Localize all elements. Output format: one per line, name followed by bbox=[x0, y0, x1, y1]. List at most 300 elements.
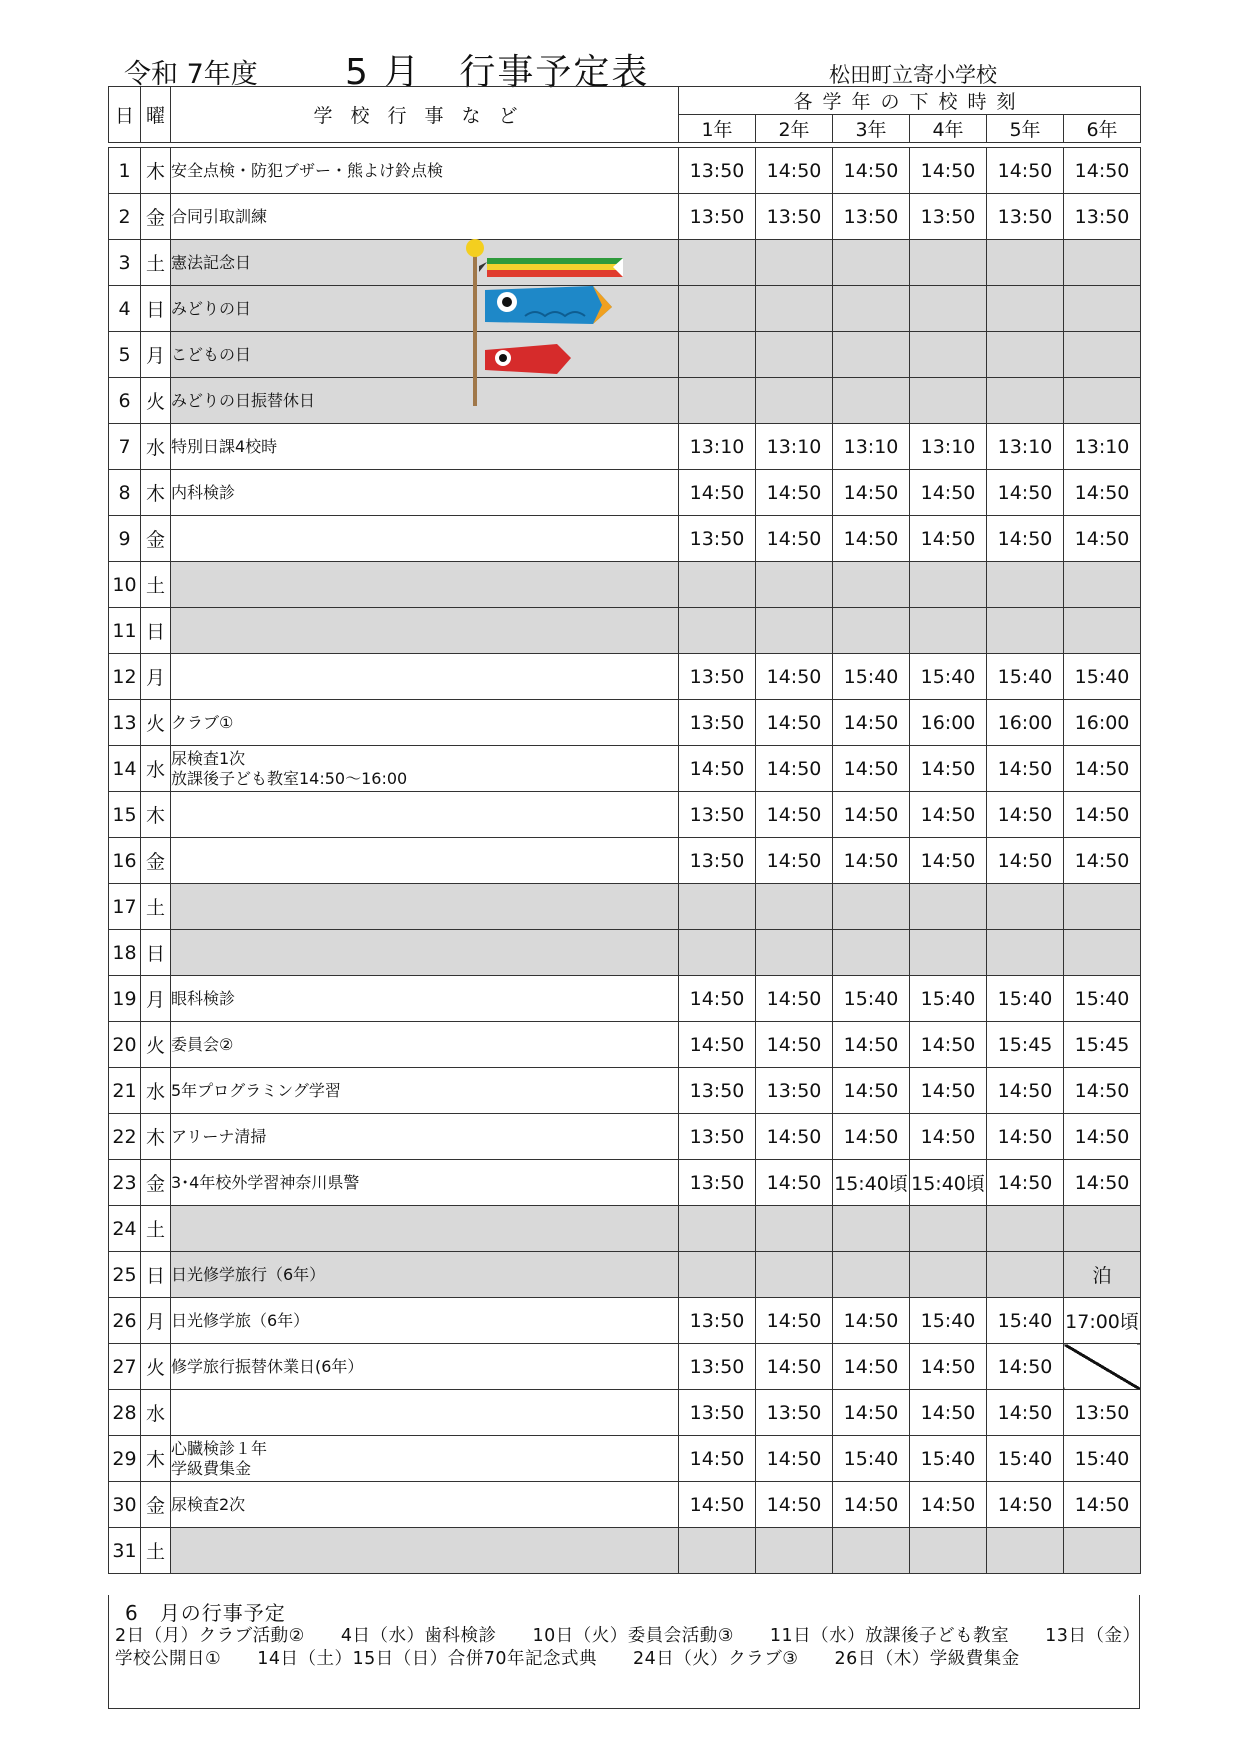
weekday: 水 bbox=[141, 1068, 171, 1114]
dismissal-time-grade-6: 16:00 bbox=[1064, 700, 1141, 746]
dismissal-time-grade-6 bbox=[1064, 562, 1141, 608]
weekday: 月 bbox=[141, 1298, 171, 1344]
day-number: 29 bbox=[109, 1436, 141, 1482]
dismissal-time-grade-2: 14:50 bbox=[756, 700, 833, 746]
weekday: 土 bbox=[141, 1528, 171, 1574]
day-number: 25 bbox=[109, 1252, 141, 1298]
dismissal-time-grade-4 bbox=[910, 1528, 987, 1574]
weekday: 木 bbox=[141, 148, 171, 194]
dismissal-time-grade-2: 14:50 bbox=[756, 1022, 833, 1068]
event-cell bbox=[171, 194, 679, 240]
dismissal-time-grade-4: 16:00 bbox=[910, 700, 987, 746]
event-cell bbox=[171, 838, 679, 884]
event-cell bbox=[171, 1252, 679, 1298]
weekday: 木 bbox=[141, 1436, 171, 1482]
event-text: みどりの日 bbox=[171, 298, 252, 318]
dismissal-time-grade-5: 15:40 bbox=[987, 654, 1064, 700]
dismissal-time-grade-6: 17:00頃 bbox=[1064, 1298, 1141, 1344]
dismissal-time-grade-3: 14:50 bbox=[833, 1390, 910, 1436]
dismissal-time-grade-2 bbox=[756, 1252, 833, 1298]
dismissal-time-grade-2 bbox=[756, 332, 833, 378]
dismissal-time-grade-5: 15:40 bbox=[987, 1436, 1064, 1482]
day-number: 8 bbox=[109, 470, 141, 516]
dismissal-time-grade-6: 14:50 bbox=[1064, 838, 1141, 884]
event-text: 合同引取訓練 bbox=[171, 206, 268, 226]
dismissal-time-grade-4 bbox=[910, 930, 987, 976]
dismissal-time-grade-1: 13:50 bbox=[679, 1160, 756, 1206]
dismissal-time-grade-1: 13:50 bbox=[679, 700, 756, 746]
weekday: 土 bbox=[141, 240, 171, 286]
dismissal-time-grade-2 bbox=[756, 240, 833, 286]
day-number: 30 bbox=[109, 1482, 141, 1528]
dismissal-time-grade-4: 13:10 bbox=[910, 424, 987, 470]
dismissal-time-grade-2 bbox=[756, 608, 833, 654]
dismissal-time-grade-1: 13:50 bbox=[679, 148, 756, 194]
grade-header-5: 5年 bbox=[987, 115, 1064, 143]
event-cell bbox=[171, 1160, 679, 1206]
schedule-row bbox=[109, 884, 1141, 930]
event-cell bbox=[171, 1022, 679, 1068]
grade-header-3: 3年 bbox=[833, 115, 910, 143]
dismissal-time-grade-2: 14:50 bbox=[756, 148, 833, 194]
schedule-row bbox=[109, 148, 1141, 194]
dismissal-time-grade-5 bbox=[987, 1528, 1064, 1574]
day-number: 28 bbox=[109, 1390, 141, 1436]
dismissal-time-grade-5 bbox=[987, 608, 1064, 654]
dismissal-time-grade-4 bbox=[910, 240, 987, 286]
dismissal-time-grade-2 bbox=[756, 562, 833, 608]
dismissal-time-grade-6 bbox=[1064, 884, 1141, 930]
event-cell bbox=[171, 1206, 679, 1252]
weekday: 土 bbox=[141, 884, 171, 930]
dismissal-time-grade-5: 13:10 bbox=[987, 424, 1064, 470]
day-number: 15 bbox=[109, 792, 141, 838]
dismissal-time-grade-2 bbox=[756, 1206, 833, 1252]
next-month-title: 6 月の行事予定 bbox=[125, 1601, 286, 1625]
dismissal-time-grade-2 bbox=[756, 884, 833, 930]
dismissal-time-grade-2: 14:50 bbox=[756, 516, 833, 562]
dismissal-time-grade-6: 14:50 bbox=[1064, 1160, 1141, 1206]
event-cell bbox=[171, 700, 679, 746]
dismissal-time-grade-2: 14:50 bbox=[756, 1114, 833, 1160]
dismissal-time-grade-2: 13:10 bbox=[756, 424, 833, 470]
dismissal-time-grade-3 bbox=[833, 332, 910, 378]
dismissal-time-grade-3: 15:40頃 bbox=[833, 1160, 910, 1206]
dismissal-time-grade-3: 13:10 bbox=[833, 424, 910, 470]
dismissal-time-grade-5: 14:50 bbox=[987, 1390, 1064, 1436]
event-text: 特別日課4校時 bbox=[171, 436, 278, 456]
schedule-row bbox=[109, 1160, 1141, 1206]
dismissal-time-grade-5: 14:50 bbox=[987, 792, 1064, 838]
event-cell bbox=[171, 516, 679, 562]
weekday: 月 bbox=[141, 654, 171, 700]
dismissal-time-grade-2: 14:50 bbox=[756, 1344, 833, 1390]
dismissal-time-grade-1: 14:50 bbox=[679, 976, 756, 1022]
event-cell bbox=[171, 1528, 679, 1574]
schedule-row bbox=[109, 1298, 1141, 1344]
dismissal-time-grade-4: 14:50 bbox=[910, 1344, 987, 1390]
dismissal-time-grade-3: 15:40 bbox=[833, 654, 910, 700]
day-number: 3 bbox=[109, 240, 141, 286]
dismissal-time-grade-2: 13:50 bbox=[756, 1390, 833, 1436]
schedule-row bbox=[109, 654, 1141, 700]
day-number: 14 bbox=[109, 746, 141, 792]
dismissal-time-grade-3 bbox=[833, 1252, 910, 1298]
dismissal-time-grade-4 bbox=[910, 286, 987, 332]
dismissal-time-grade-4 bbox=[910, 884, 987, 930]
dismissal-time-grade-5: 16:00 bbox=[987, 700, 1064, 746]
weekday: 金 bbox=[141, 516, 171, 562]
dismissal-time-grade-1 bbox=[679, 884, 756, 930]
dismissal-time-grade-1: 13:50 bbox=[679, 1298, 756, 1344]
dismissal-time-grade-4 bbox=[910, 608, 987, 654]
dismissal-time-grade-4: 15:40 bbox=[910, 654, 987, 700]
schedule-row bbox=[109, 1390, 1141, 1436]
weekday: 火 bbox=[141, 700, 171, 746]
dismissal-time-grade-5 bbox=[987, 286, 1064, 332]
event-cell bbox=[171, 1114, 679, 1160]
event-text: 尿検査2次 bbox=[171, 1494, 246, 1514]
dismissal-time-grade-5: 14:50 bbox=[987, 1114, 1064, 1160]
dismissal-time-grade-5: 13:50 bbox=[987, 194, 1064, 240]
dismissal-time-grade-5: 14:50 bbox=[987, 838, 1064, 884]
dismissal-time-grade-3: 15:40 bbox=[833, 976, 910, 1022]
dismissal-time-grade-6 bbox=[1064, 1344, 1141, 1390]
dismissal-time-grade-3: 14:50 bbox=[833, 1022, 910, 1068]
schedule-row bbox=[109, 1436, 1141, 1482]
dismissal-time-grade-2: 13:50 bbox=[756, 1068, 833, 1114]
grade-header-6: 6年 bbox=[1064, 115, 1141, 143]
dismissal-time-grade-5: 15:40 bbox=[987, 1298, 1064, 1344]
dismissal-time-grade-6: 泊 bbox=[1064, 1252, 1141, 1298]
day-header: 日 bbox=[109, 87, 141, 143]
day-number: 26 bbox=[109, 1298, 141, 1344]
dismissal-time-grade-3: 13:50 bbox=[833, 194, 910, 240]
dismissal-time-grade-6: 14:50 bbox=[1064, 1482, 1141, 1528]
grade-header-1: 1年 bbox=[679, 115, 756, 143]
dismissal-time-grade-6: 14:50 bbox=[1064, 148, 1141, 194]
schedule-row bbox=[109, 1114, 1141, 1160]
day-number: 12 bbox=[109, 654, 141, 700]
dismissal-time-grade-2: 14:50 bbox=[756, 1482, 833, 1528]
weekday: 水 bbox=[141, 1390, 171, 1436]
weekday: 水 bbox=[141, 746, 171, 792]
schedule-row bbox=[109, 516, 1141, 562]
dismissal-time-grade-4: 14:50 bbox=[910, 1390, 987, 1436]
next-month-events: 2日（月）クラブ活動② 4日（水）歯科検診 10日（火）委員会活動③ 11日（水）放課後子ども教室 13日（金）学校公開日① 14日（土）15日（日）合併70年記念式典 24日（火）クラブ③ 26日（木）学級費集金 bbox=[115, 1626, 1132, 1669]
event-cell bbox=[171, 1436, 679, 1482]
weekday: 金 bbox=[141, 838, 171, 884]
dismissal-time-grade-1 bbox=[679, 930, 756, 976]
dismissal-time-grade-6: 13:50 bbox=[1064, 1390, 1141, 1436]
dismissal-time-grade-1: 13:50 bbox=[679, 516, 756, 562]
dismissal-time-grade-1: 14:50 bbox=[679, 1436, 756, 1482]
dismissal-time-grade-6: 15:40 bbox=[1064, 1436, 1141, 1482]
dismissal-time-grade-3 bbox=[833, 240, 910, 286]
weekday: 金 bbox=[141, 194, 171, 240]
event-cell bbox=[171, 930, 679, 976]
event-cell bbox=[171, 1068, 679, 1114]
event-cell bbox=[171, 976, 679, 1022]
dismissal-time-grade-1 bbox=[679, 608, 756, 654]
dismissal-time-grade-5: 14:50 bbox=[987, 148, 1064, 194]
weekday: 木 bbox=[141, 470, 171, 516]
dismissal-times-header: 各学年の下校時刻 bbox=[679, 87, 1141, 115]
dismissal-time-grade-3: 14:50 bbox=[833, 1482, 910, 1528]
dismissal-time-grade-1: 14:50 bbox=[679, 470, 756, 516]
event-text: 眼科検診 bbox=[171, 988, 236, 1008]
dismissal-time-grade-6 bbox=[1064, 332, 1141, 378]
dismissal-time-grade-5 bbox=[987, 378, 1064, 424]
dismissal-time-grade-4: 14:50 bbox=[910, 838, 987, 884]
dismissal-time-grade-6: 14:50 bbox=[1064, 516, 1141, 562]
dismissal-time-grade-3: 14:50 bbox=[833, 746, 910, 792]
dismissal-time-grade-1 bbox=[679, 1528, 756, 1574]
event-text: 日光修学旅行（6年） bbox=[171, 1264, 326, 1284]
day-number: 16 bbox=[109, 838, 141, 884]
dismissal-time-grade-5: 14:50 bbox=[987, 1344, 1064, 1390]
dismissal-time-grade-3: 15:40 bbox=[833, 1436, 910, 1482]
day-number: 19 bbox=[109, 976, 141, 1022]
day-number: 5 bbox=[109, 332, 141, 378]
dismissal-time-grade-6: 15:40 bbox=[1064, 976, 1141, 1022]
dismissal-time-grade-6 bbox=[1064, 378, 1141, 424]
dismissal-time-grade-3: 14:50 bbox=[833, 1298, 910, 1344]
weekday-header: 曜 bbox=[141, 87, 171, 143]
dismissal-time-grade-2: 14:50 bbox=[756, 1436, 833, 1482]
schedule-row bbox=[109, 194, 1141, 240]
dismissal-time-grade-4: 14:50 bbox=[910, 516, 987, 562]
day-number: 6 bbox=[109, 378, 141, 424]
day-number: 1 bbox=[109, 148, 141, 194]
schedule-row bbox=[109, 1206, 1141, 1252]
weekday: 月 bbox=[141, 976, 171, 1022]
dismissal-time-grade-1: 13:50 bbox=[679, 838, 756, 884]
dismissal-time-grade-1 bbox=[679, 378, 756, 424]
dismissal-time-grade-2: 14:50 bbox=[756, 654, 833, 700]
dismissal-time-grade-6 bbox=[1064, 240, 1141, 286]
schedule-row bbox=[109, 700, 1141, 746]
schedule-row bbox=[109, 1022, 1141, 1068]
dismissal-time-grade-1: 14:50 bbox=[679, 1022, 756, 1068]
dismissal-time-grade-4: 14:50 bbox=[910, 1022, 987, 1068]
event-cell bbox=[171, 562, 679, 608]
dismissal-time-grade-1 bbox=[679, 286, 756, 332]
weekday: 日 bbox=[141, 930, 171, 976]
events-header: 学校行事など bbox=[171, 87, 679, 143]
dismissal-time-grade-3 bbox=[833, 930, 910, 976]
dismissal-time-grade-4: 15:40 bbox=[910, 1298, 987, 1344]
day-number: 9 bbox=[109, 516, 141, 562]
event-text: アリーナ清掃 bbox=[171, 1126, 267, 1146]
day-number: 31 bbox=[109, 1528, 141, 1574]
next-month-panel bbox=[108, 1595, 1140, 1709]
dismissal-time-grade-3: 14:50 bbox=[833, 516, 910, 562]
dismissal-time-grade-3 bbox=[833, 1528, 910, 1574]
dismissal-time-grade-4 bbox=[910, 378, 987, 424]
dismissal-time-grade-4: 14:50 bbox=[910, 746, 987, 792]
dismissal-time-grade-6: 14:50 bbox=[1064, 470, 1141, 516]
day-number: 22 bbox=[109, 1114, 141, 1160]
dismissal-time-grade-2: 14:50 bbox=[756, 792, 833, 838]
schedule-row bbox=[109, 1344, 1141, 1390]
weekday: 水 bbox=[141, 424, 171, 470]
dismissal-time-grade-2: 14:50 bbox=[756, 1160, 833, 1206]
dismissal-time-grade-2: 13:50 bbox=[756, 194, 833, 240]
dismissal-time-grade-4 bbox=[910, 1206, 987, 1252]
dismissal-time-grade-5: 14:50 bbox=[987, 1160, 1064, 1206]
weekday: 金 bbox=[141, 1482, 171, 1528]
event-text: こどもの日 bbox=[171, 344, 252, 364]
dismissal-time-grade-1: 14:50 bbox=[679, 746, 756, 792]
dismissal-time-grade-4: 14:50 bbox=[910, 470, 987, 516]
dismissal-time-grade-6 bbox=[1064, 608, 1141, 654]
dismissal-time-grade-1: 13:50 bbox=[679, 194, 756, 240]
dismissal-time-grade-3: 14:50 bbox=[833, 470, 910, 516]
dismissal-time-grade-6: 15:40 bbox=[1064, 654, 1141, 700]
weekday: 土 bbox=[141, 562, 171, 608]
dismissal-time-grade-4: 14:50 bbox=[910, 1482, 987, 1528]
dismissal-time-grade-2: 14:50 bbox=[756, 838, 833, 884]
page-title: 5 月 行事予定表 bbox=[345, 52, 650, 93]
day-number: 18 bbox=[109, 930, 141, 976]
dismissal-time-grade-5: 14:50 bbox=[987, 470, 1064, 516]
koinobori-illustration bbox=[465, 238, 635, 408]
weekday: 火 bbox=[141, 1022, 171, 1068]
event-cell bbox=[171, 884, 679, 930]
weekday: 木 bbox=[141, 1114, 171, 1160]
dismissal-time-grade-5: 14:50 bbox=[987, 516, 1064, 562]
dismissal-time-grade-6 bbox=[1064, 930, 1141, 976]
dismissal-time-grade-5 bbox=[987, 562, 1064, 608]
weekday: 火 bbox=[141, 378, 171, 424]
day-number: 23 bbox=[109, 1160, 141, 1206]
grade-header-2: 2年 bbox=[756, 115, 833, 143]
dismissal-time-grade-1 bbox=[679, 1206, 756, 1252]
dismissal-time-grade-5 bbox=[987, 884, 1064, 930]
weekday: 火 bbox=[141, 1344, 171, 1390]
dismissal-time-grade-6: 14:50 bbox=[1064, 792, 1141, 838]
fiscal-year-label: 令和 7年度 bbox=[124, 59, 258, 90]
schedule-row bbox=[109, 1482, 1141, 1528]
dismissal-time-grade-1 bbox=[679, 332, 756, 378]
event-cell bbox=[171, 424, 679, 470]
event-text: 安全点検・防犯ブザー・熊よけ鈴点検 bbox=[171, 160, 444, 180]
dismissal-time-grade-3 bbox=[833, 378, 910, 424]
event-cell bbox=[171, 1390, 679, 1436]
event-cell bbox=[171, 1482, 679, 1528]
event-text: クラブ① bbox=[171, 712, 234, 732]
dismissal-time-grade-5 bbox=[987, 1252, 1064, 1298]
dismissal-time-grade-6 bbox=[1064, 286, 1141, 332]
dismissal-time-grade-6 bbox=[1064, 1206, 1141, 1252]
schedule-row bbox=[109, 470, 1141, 516]
dismissal-time-grade-5: 15:45 bbox=[987, 1022, 1064, 1068]
schedule-row bbox=[109, 1528, 1141, 1574]
dismissal-time-grade-1: 13:50 bbox=[679, 792, 756, 838]
dismissal-time-grade-2: 14:50 bbox=[756, 976, 833, 1022]
dismissal-time-grade-2 bbox=[756, 930, 833, 976]
weekday: 日 bbox=[141, 1252, 171, 1298]
dismissal-time-grade-6: 13:10 bbox=[1064, 424, 1141, 470]
event-text: 委員会② bbox=[171, 1034, 234, 1054]
day-number: 17 bbox=[109, 884, 141, 930]
event-text: 修学旅行振替休業日(6年） bbox=[171, 1356, 364, 1376]
dismissal-time-grade-6 bbox=[1064, 1528, 1141, 1574]
event-cell bbox=[171, 148, 679, 194]
day-number: 11 bbox=[109, 608, 141, 654]
dismissal-time-grade-1: 13:50 bbox=[679, 1068, 756, 1114]
dismissal-time-grade-4: 14:50 bbox=[910, 1114, 987, 1160]
event-text: 心臓検診１年 bbox=[171, 1438, 268, 1458]
dismissal-time-grade-5 bbox=[987, 930, 1064, 976]
dismissal-time-grade-3: 14:50 bbox=[833, 1114, 910, 1160]
dismissal-time-grade-4 bbox=[910, 1252, 987, 1298]
event-text: みどりの日振替休日 bbox=[171, 390, 316, 410]
dismissal-time-grade-4: 14:50 bbox=[910, 1068, 987, 1114]
school-name: 松田町立寄小学校 bbox=[829, 63, 997, 87]
schedule-row bbox=[109, 1068, 1141, 1114]
dismissal-time-grade-4: 14:50 bbox=[910, 792, 987, 838]
schedule-row bbox=[109, 562, 1141, 608]
schedule-row bbox=[109, 608, 1141, 654]
dismissal-time-grade-1: 13:50 bbox=[679, 1344, 756, 1390]
dismissal-time-grade-6: 14:50 bbox=[1064, 1068, 1141, 1114]
event-cell bbox=[171, 792, 679, 838]
dismissal-time-grade-5: 15:40 bbox=[987, 976, 1064, 1022]
schedule-row bbox=[109, 976, 1141, 1022]
event-text: 5年プログラミング学習 bbox=[171, 1080, 341, 1100]
dismissal-time-grade-2: 14:50 bbox=[756, 746, 833, 792]
event-cell bbox=[171, 746, 679, 792]
dismissal-time-grade-4: 15:40 bbox=[910, 976, 987, 1022]
dismissal-time-grade-6: 14:50 bbox=[1064, 1114, 1141, 1160]
dismissal-time-grade-1: 13:50 bbox=[679, 654, 756, 700]
dismissal-time-grade-3: 14:50 bbox=[833, 700, 910, 746]
schedule-row bbox=[109, 930, 1141, 976]
dismissal-time-grade-3 bbox=[833, 1206, 910, 1252]
day-number: 27 bbox=[109, 1344, 141, 1390]
dismissal-time-grade-1 bbox=[679, 240, 756, 286]
weekday: 金 bbox=[141, 1160, 171, 1206]
dismissal-time-grade-6: 14:50 bbox=[1064, 746, 1141, 792]
schedule-row bbox=[109, 424, 1141, 470]
dismissal-time-grade-1: 13:10 bbox=[679, 424, 756, 470]
dismissal-time-grade-6: 15:45 bbox=[1064, 1022, 1141, 1068]
dismissal-time-grade-3: 14:50 bbox=[833, 792, 910, 838]
day-number: 24 bbox=[109, 1206, 141, 1252]
event-text: 日光修学旅（6年） bbox=[171, 1310, 310, 1330]
day-number: 21 bbox=[109, 1068, 141, 1114]
dismissal-time-grade-3: 14:50 bbox=[833, 1068, 910, 1114]
schedule-row bbox=[109, 746, 1141, 792]
day-number: 4 bbox=[109, 286, 141, 332]
dismissal-time-grade-4: 15:40 bbox=[910, 1436, 987, 1482]
dismissal-time-grade-2: 14:50 bbox=[756, 1298, 833, 1344]
dismissal-time-grade-1: 13:50 bbox=[679, 1114, 756, 1160]
event-cell bbox=[171, 654, 679, 700]
dismissal-time-grade-2 bbox=[756, 286, 833, 332]
dismissal-time-grade-3: 14:50 bbox=[833, 838, 910, 884]
dismissal-time-grade-2 bbox=[756, 378, 833, 424]
dismissal-time-grade-3 bbox=[833, 608, 910, 654]
weekday: 日 bbox=[141, 286, 171, 332]
schedule-row bbox=[109, 792, 1141, 838]
event-cell bbox=[171, 1298, 679, 1344]
dismissal-time-grade-1: 13:50 bbox=[679, 1390, 756, 1436]
dismissal-time-grade-5 bbox=[987, 240, 1064, 286]
dismissal-time-grade-4 bbox=[910, 332, 987, 378]
